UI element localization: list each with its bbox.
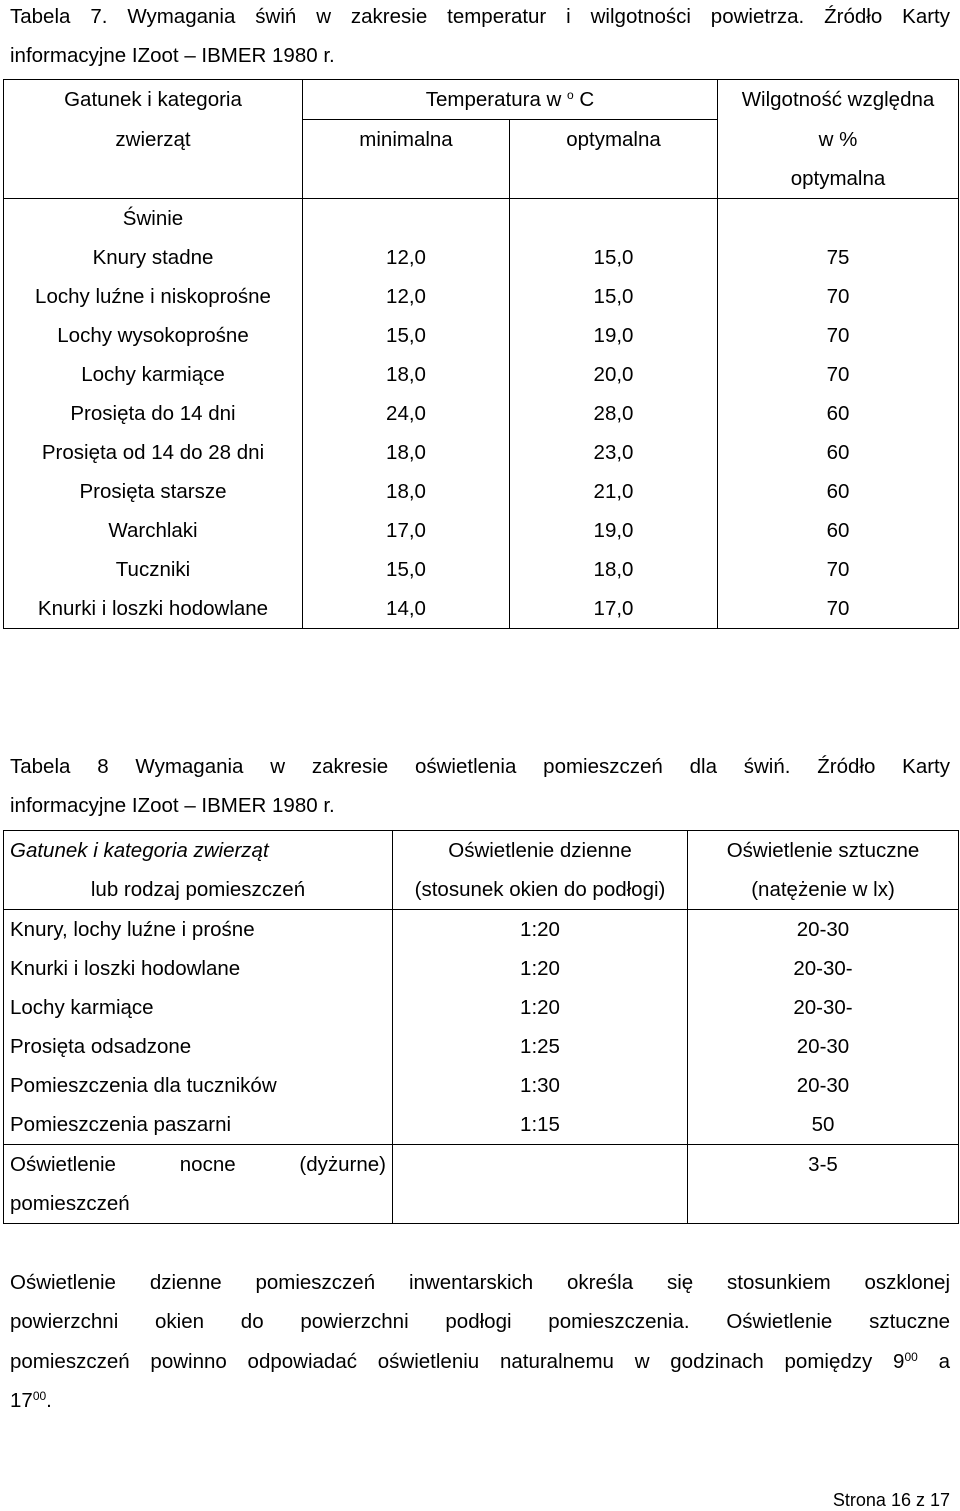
table7-caption-line2: informacyjne IZoot – IBMER 1980 r.: [10, 44, 335, 67]
table-row: Knurki i loszki hodowlane 14,0 17,0 70: [4, 589, 959, 629]
table8-caption-line1: Tabela 8 Wymagania w zakresie oświetlenia pomieszczeń dla świń. Źródło Karty: [10, 755, 950, 778]
table8-caption: [10, 747, 950, 825]
species-header: Gatunek i kategoria: [4, 80, 303, 120]
table7-header-row3: [4, 159, 959, 199]
table-row: Lochy luźne i niskoprośne 12,0 15,0 70: [4, 277, 959, 316]
species-header-line2: zwierząt: [4, 120, 303, 160]
table-row: Oświetlenie nocne (dyżurne) pomieszczeń 3-5: [4, 1145, 959, 1224]
table-row: Prosięta od 14 do 28 dni 18,0 23,0 60: [4, 433, 959, 472]
temp-opt-header: optymalna: [510, 120, 718, 160]
table-row: Knury, lochy luźne i prośne Knurki i loszki hodowlane Lochy karmiące Prosięta odsadzone Pomieszczenia dla tuczników Pomieszczenia paszarni 1:20 1:20 1:20 1:25 1:30 1:15 20-30 20-30- 20-30- 20-30 20-30 50: [4, 910, 959, 1145]
table-row: Prosięta do 14 dni 24,0 28,0 60: [4, 394, 959, 433]
lighting-table: [3, 830, 959, 1224]
table-row: Lochy wysokoprośne 15,0 19,0 70: [4, 316, 959, 355]
table8-caption-line2: informacyjne IZoot – IBMER 1980 r.: [10, 794, 335, 817]
table7-group-row: [4, 199, 959, 239]
temperature-header: Temperatura w $^o$ C: [303, 80, 718, 120]
table8-header-row: [4, 831, 959, 910]
table7-caption: [10, 0, 950, 75]
table7-header-row2: [4, 120, 959, 160]
table8-col1-header: Gatunek i kategoria zwierząt lub rodzaj pomieszczeń: [4, 831, 393, 910]
temp-min-header: minimalna: [303, 120, 510, 160]
temperature-humidity-table: [3, 79, 959, 629]
table-row: Prosięta starsze 18,0 21,0 60: [4, 472, 959, 511]
table-row: Tuczniki 15,0 18,0 70: [4, 550, 959, 589]
table8-col3-header: Oświetlenie sztuczne (natężenie w lx): [688, 831, 959, 910]
humidity-header: Wilgotność względna: [718, 80, 959, 120]
night-lighting-label: Oświetlenie nocne (dyżurne) pomieszczeń: [4, 1145, 393, 1224]
table-row: Lochy karmiące 18,0 20,0 70: [4, 355, 959, 394]
group-label: Świnie: [4, 199, 303, 239]
table7-caption-line1: Tabela 7. Wymagania świń w zakresie temperatur i wilgotności powietrza. Źródło Karty: [10, 5, 950, 28]
humidity-header-line3: optymalna: [718, 159, 959, 199]
table7-header-row1: [4, 80, 959, 120]
lighting-paragraph: Oświetlenie dzienne pomieszczeń inwentarskich określa się stosunkiem oszklonej powierzchni okien do powierzchni podłogi pomieszczenia. Oświetlenie sztuczne pomieszczeń powinno odpowiadać oświetleniu naturalnemu w godzinach pomiędzy $9^{00}$ a $17^{00}$.: [10, 1271, 950, 1412]
table8-col2-header: Oświetlenie dzienne (stosunek okien do podłogi): [393, 831, 688, 910]
table-row: Knury stadne 12,0 15,0 75: [4, 238, 959, 277]
page-number: Strona 16 z 17: [832, 1490, 950, 1510]
table-row: Warchlaki 17,0 19,0 60: [4, 511, 959, 550]
humidity-header-line2: w %: [718, 120, 959, 160]
